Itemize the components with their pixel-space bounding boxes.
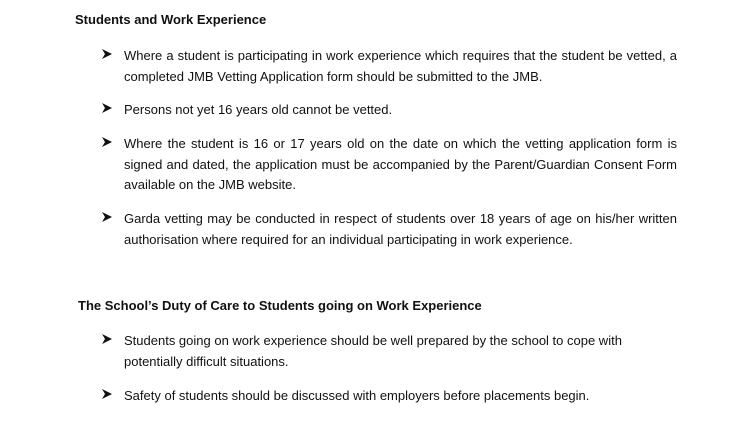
section-heading-duty-of-care: The School’s Duty of Care to Students going on Work Experience bbox=[78, 298, 482, 313]
arrowhead-bullet-icon bbox=[101, 211, 113, 223]
bullet-text: Where a student is participating in work experience which requires that the student be vetted, a completed JMB Vetting Application form should be submitted to the JMB. bbox=[124, 48, 677, 84]
arrowhead-bullet-icon bbox=[101, 333, 113, 345]
arrowhead-bullet-icon bbox=[101, 388, 113, 400]
section-heading-students-work-experience: Students and Work Experience bbox=[75, 12, 267, 27]
arrowhead-bullet-icon bbox=[101, 102, 113, 114]
bullet-text: Safety of students should be discussed with employers before placements begin. bbox=[124, 388, 590, 403]
bullet-text: Garda vetting may be conducted in respect of students over 18 years of age on his/her written authorisation where required for an individual participating in work experience. bbox=[124, 211, 677, 247]
bullet-text: Where the student is 16 or 17 years old on the date on which the vetting application form is signed and dated, the application must be accompanied by the Parent/Guardian Consent Form available on the JMB website. bbox=[124, 136, 677, 192]
bullet-text: Persons not yet 16 years old cannot be vetted. bbox=[124, 102, 393, 117]
arrowhead-bullet-icon bbox=[101, 48, 113, 60]
arrowhead-bullet-icon bbox=[101, 136, 113, 148]
bullet-text: Students going on work experience should be well prepared by the school to cope with potentially difficult situations. bbox=[124, 333, 622, 369]
